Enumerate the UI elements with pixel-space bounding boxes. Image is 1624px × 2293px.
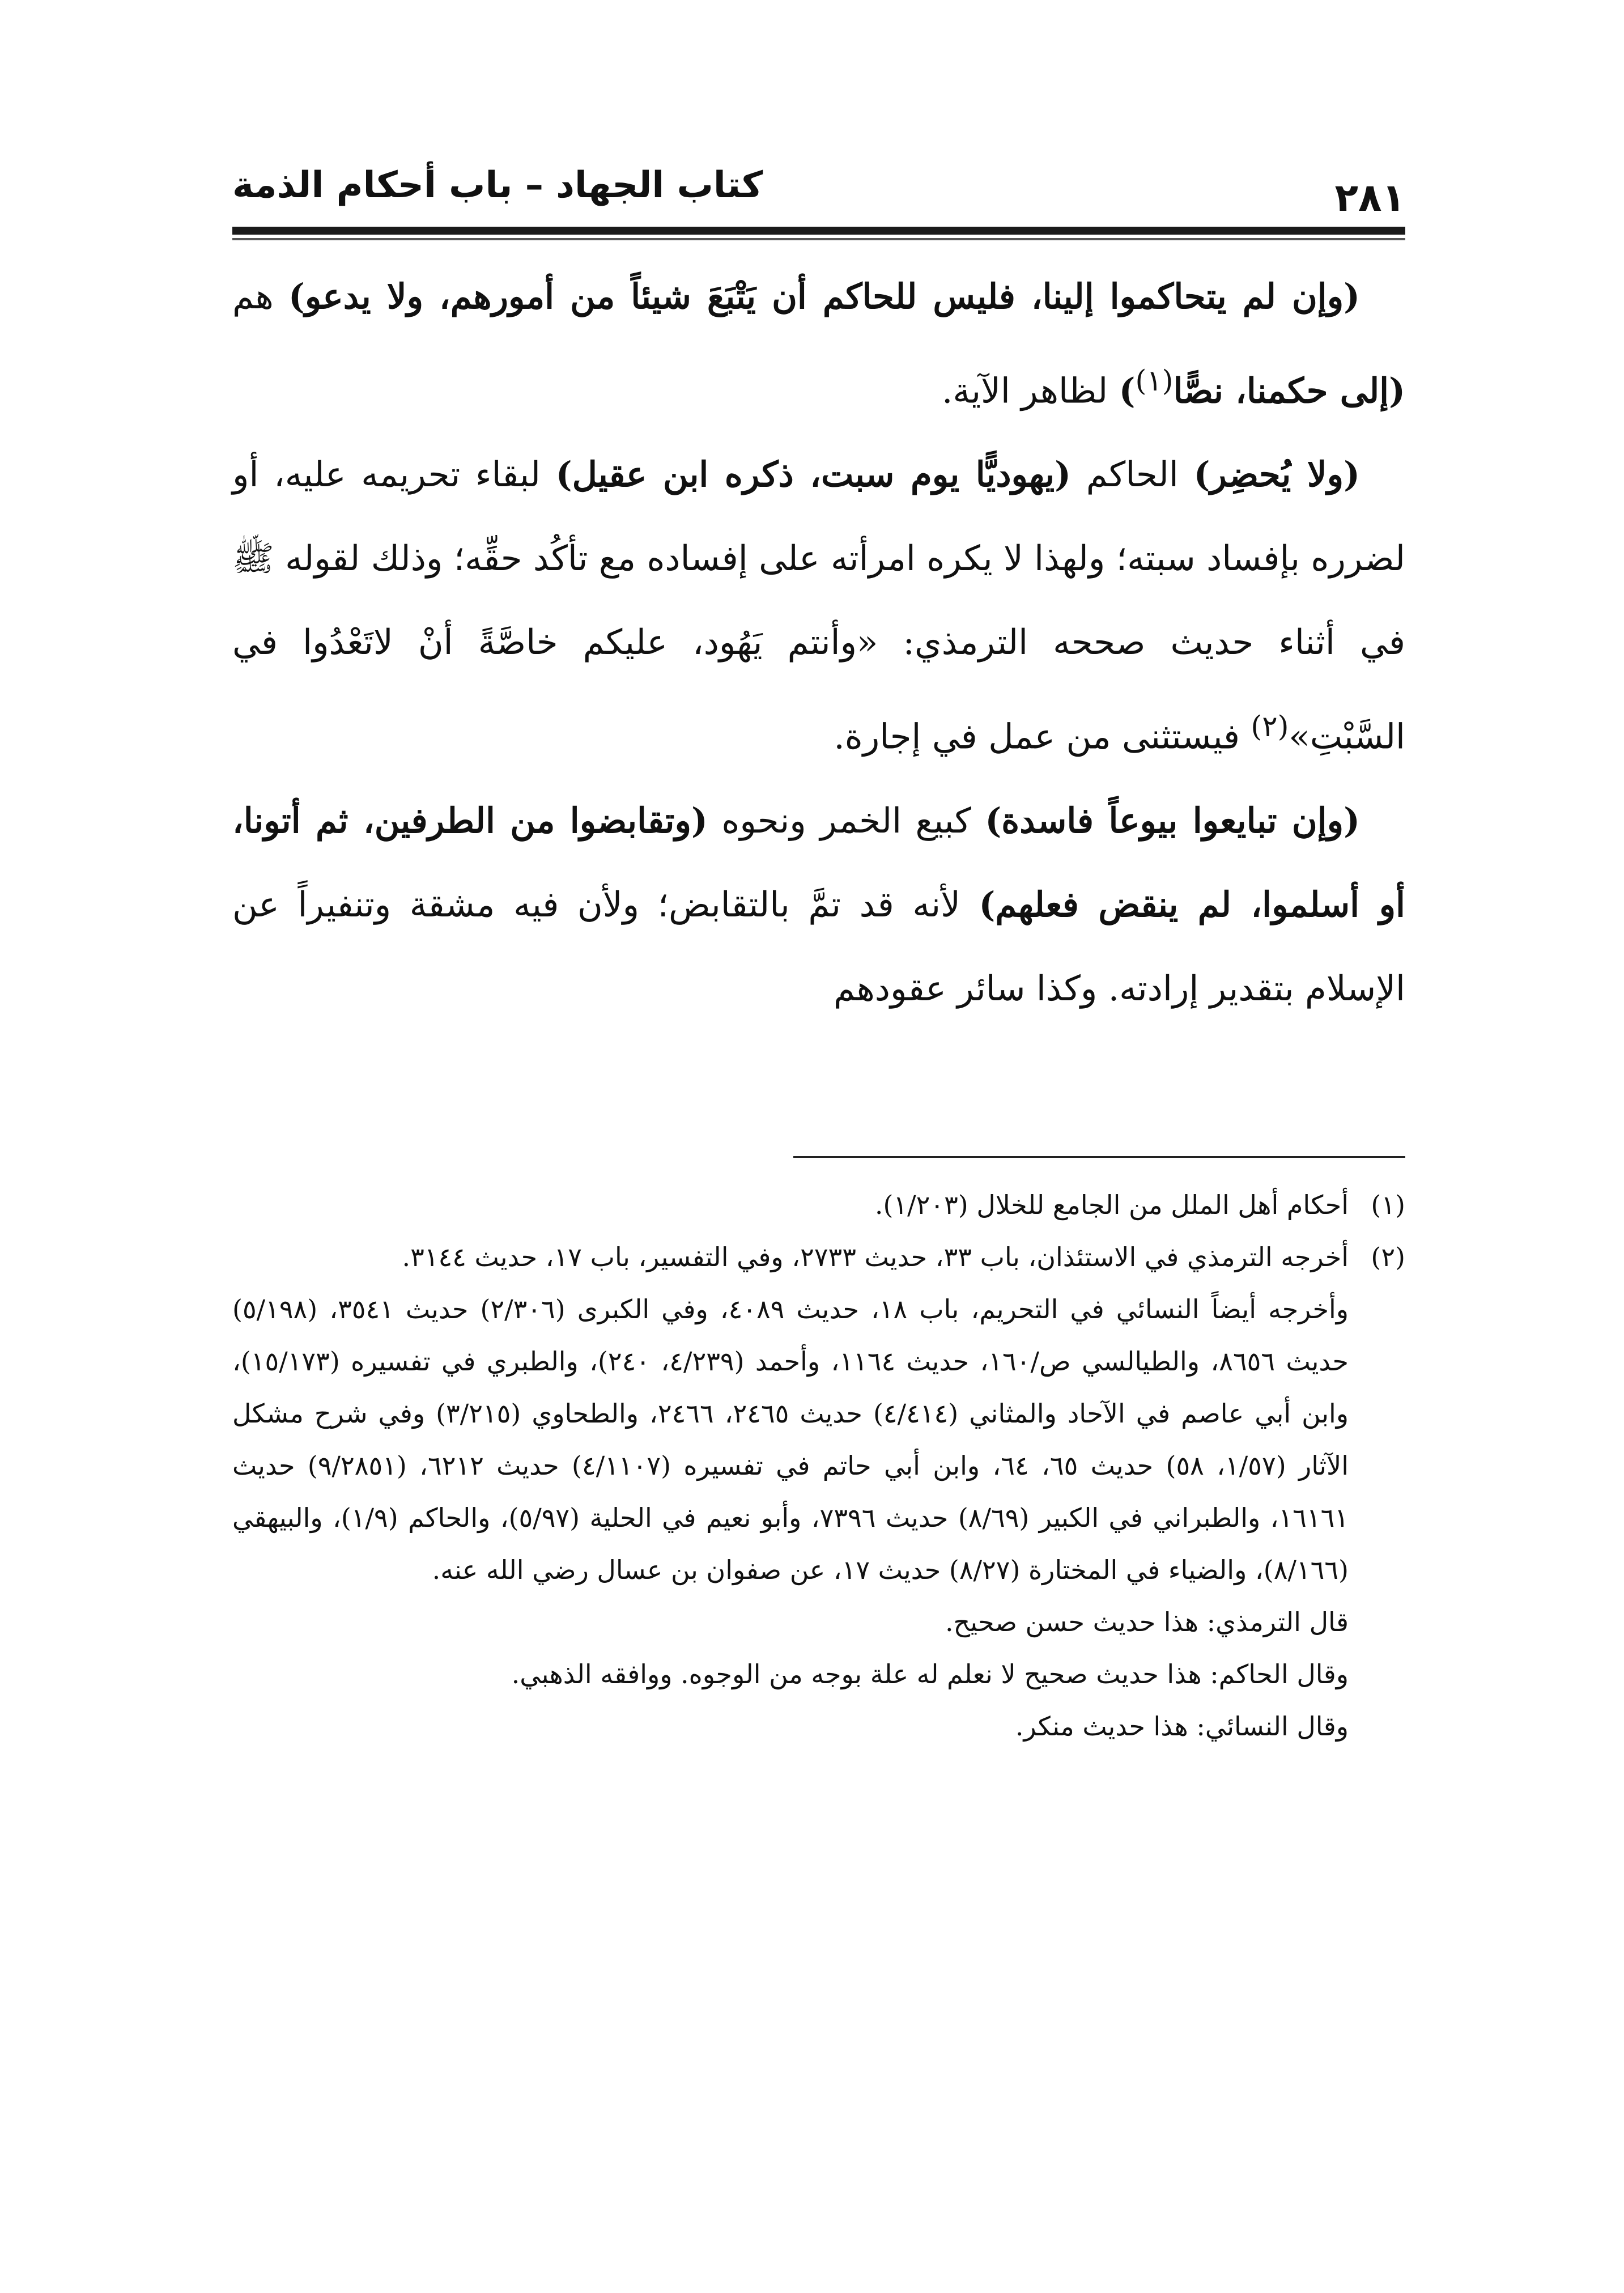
bold-text: (وإن تبايعوا بيوعاً فاسدة) xyxy=(985,800,1360,841)
paragraph-2 xyxy=(232,433,1405,779)
footnote-takhrij: وأخرجه أيضاً النسائي في التحريم، باب ١٨، حديث ٤٠٨٩، وفي الكبرى (٢/٣٠٦) حديث ٣٥٤١، (٥/١٩٨) حديث ٨٦٥٦، والطيالسي ص/١٦٠، حديث ١١٦٤، وأحمد (٤/٢٣٩، ٢٤٠)، والطبري في تفسيره (١٥/١٧٣)، وابن أبي عاصم في الآحاد والمثاني (٤/٤١٤) حديث ٢٤٦٥، ٢٤٦٦، والطحاوي (٣/٢١٥) وفي شرح مشكل الآثار (١/٥٧، ٥٨) حديث ٦٥، ٦٤، وابن أبي حاتم في تفسيره (٤/١١٠٧) حديث ٦٢١٢، (٩/٢٨٥١) حديث ١٦١٦١، والطبراني في الكبير (٨/٦٩) حديث ٧٣٩٦، وأبو نعيم في الحلية (٥/٩٧)، والحاكم (١/٩)، والبيهقي (٨/١٦٦)، والضياء في المختارة (٨/٢٧) حديث ١٧، عن صفوان بن عسال رضي الله عنه. xyxy=(232,1294,1349,1585)
main-text xyxy=(232,255,1405,1031)
footnote-hakim-verdict: وقال الحاكم: هذا حديث صحيح لا نعلم له علة بوجه من الوجوه. ووافقه الذهبي. xyxy=(511,1659,1349,1689)
header-rule-thin xyxy=(232,238,1405,240)
footnote-tirmidhi-verdict: قال الترمذي: هذا حديث حسن صحيح. xyxy=(945,1607,1349,1637)
plain-text: كبيع الخمر ونحوه xyxy=(707,800,985,841)
footnote-number: (٢) xyxy=(1371,1242,1405,1272)
footnote-nasai-verdict: وقال النسائي: هذا حديث منكر. xyxy=(1015,1711,1349,1742)
plain-text: لأنه قد تمَّ بالتقابض؛ ولأن فيه مشقة وتنفيراً عن الإسلام بتقدير إرادته. وكذا سائر عقودهم xyxy=(232,884,1405,1009)
bold-text: (وتقابضوا من الطرفين، ثم أتونا، أو أسلموا، لم ينقض فعلهم) xyxy=(232,800,1405,925)
plain-text: لظاهر الآية. xyxy=(941,371,1119,411)
header-rule-thick xyxy=(232,227,1405,235)
footnote-1 xyxy=(232,1179,1405,1231)
page-number: ٢٨١ xyxy=(1334,176,1405,220)
footnote-ref-2: (٢) xyxy=(1251,710,1289,744)
footnote-text: أحكام أهل الملل من الجامع للخلال (١/٢٠٣). xyxy=(874,1190,1349,1220)
paragraph-3 xyxy=(232,779,1405,1031)
footnote-separator xyxy=(793,1156,1405,1158)
bold-text: (يهوديًّا يوم سبت، ذكره ابن عقيل) xyxy=(555,455,1071,495)
plain-text: لبقاء تحريمه عليه، أو لضرره بإفساد سبته؛ ولهذا لا يكره امرأته على إفساده مع تأكُد حقِّه؛ وذلك لقوله ﷺ في أثناء حديث صححه الترمذي: «وأنتم يَهُود، عليكم خاصَّةً أنْ لاتَعْدُوا في السَّبْتِ» xyxy=(232,455,1405,757)
paragraph-1 xyxy=(232,255,1405,433)
bold-text: (وإن لم يتحاكموا إلينا، فليس للحاكم أن يَتْبَعَ شيئاً من أمورهم، ولا يدعو) xyxy=(288,277,1361,317)
footnote-ref-1: (١) xyxy=(1135,364,1174,397)
page-header xyxy=(232,153,1405,227)
plain-text: هم xyxy=(232,277,288,317)
footnotes xyxy=(232,1179,1405,1752)
running-title: كتاب الجهاد – باب أحكام الذمة xyxy=(232,164,763,206)
bold-text: (ولا يُحضِر) xyxy=(1193,455,1361,495)
bold-text: (إلى حكمنا، نصًّا xyxy=(1173,371,1405,411)
bold-text: ) xyxy=(1119,371,1136,411)
footnote-text: أخرجه الترمذي في الاستئذان، باب ٣٣، حديث ٢٧٣٣، وفي التفسير، باب ١٧، حديث ٣١٤٤. xyxy=(402,1242,1349,1272)
plain-text: الحاكم xyxy=(1071,455,1194,495)
footnote-number: (١) xyxy=(1371,1190,1405,1220)
plain-text: فيستثنى من عمل في إجارة. xyxy=(834,716,1251,757)
footnote-2 xyxy=(232,1231,1405,1283)
